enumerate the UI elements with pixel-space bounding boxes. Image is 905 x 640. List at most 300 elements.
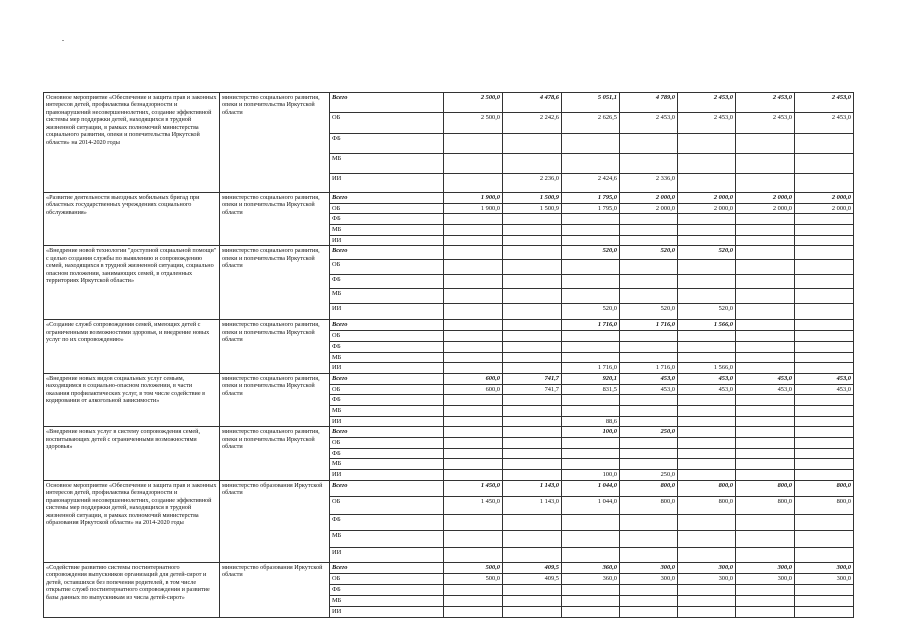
amount-cell [444,341,503,352]
funding-source: ИИ [330,547,444,562]
responsible-executor: министерство социального развития, опеки и попечительства Иркутской области [220,373,330,426]
amount-cell [503,320,562,331]
amount-cell [795,134,854,154]
amount-cell [678,514,736,530]
amount-cell [444,331,503,342]
amount-cell [503,459,562,470]
responsible-executor: министерство социального развития, опеки и попечительства Иркутской области [220,193,330,246]
funding-source: ИИ [330,174,444,193]
amount-cell [795,584,854,595]
amount-cell: 2 424,6 [562,174,620,193]
amount-cell [736,448,795,459]
amount-cell: 520,0 [562,304,620,320]
amount-cell [562,214,620,225]
amount-cell: 2 000,0 [795,193,854,204]
funding-source: ФБ [330,395,444,406]
amount-cell [503,405,562,416]
amount-cell [620,134,678,154]
amount-cell [562,514,620,530]
amount-cell [795,246,854,260]
amount-cell: 800,0 [736,496,795,514]
amount-cell: 300,0 [795,562,854,573]
amount-cell [444,416,503,427]
amount-cell [678,530,736,547]
amount-cell [562,448,620,459]
amount-cell: 920,1 [562,373,620,384]
amount-cell [678,275,736,289]
funding-source: Всего [330,373,444,384]
amount-cell: 1 044,0 [562,480,620,496]
amount-cell: 2 626,5 [562,113,620,134]
amount-cell [678,214,736,225]
amount-cell: 1 500,9 [503,193,562,204]
amount-cell [736,514,795,530]
amount-cell [503,416,562,427]
amount-cell: 2 453,0 [736,93,795,113]
funding-source: ФБ [330,514,444,530]
amount-cell [678,331,736,342]
funding-source: МБ [330,154,444,174]
amount-cell: 250,0 [620,470,678,481]
amount-cell [795,470,854,481]
amount-cell [678,174,736,193]
measure-name: «Содействие развитию системы постинтернатного сопровождения выпускников организаций для детей-сирот и детей, оставшихся без попечения родителей, в том числе открытие служб постинтернатного сопровождения и развитие базы данных по выпускникам из числа детей-сирот» [44,562,220,617]
measure-name: «Развитие деятельности выездных мобильных бригад при областных государственных учреждениях социального обслуживания» [44,193,220,246]
amount-cell [503,352,562,363]
amount-cell [620,214,678,225]
amount-cell [620,260,678,275]
amount-cell [562,530,620,547]
amount-cell: 741,7 [503,384,562,395]
amount-cell [795,341,854,352]
amount-cell: 360,0 [562,573,620,584]
amount-cell [503,304,562,320]
amount-cell: 4 789,0 [620,93,678,113]
amount-cell [795,448,854,459]
amount-cell: 2 336,0 [620,174,678,193]
amount-cell [503,514,562,530]
table-row [44,246,854,260]
amount-cell [736,134,795,154]
amount-cell: 600,0 [444,384,503,395]
amount-cell [795,427,854,438]
amount-cell [444,459,503,470]
funding-source: ОБ [330,384,444,395]
amount-cell [678,235,736,246]
measure-name: «Внедрение новых услуг в систему сопровождения семей, воспитывающих детей с ограниченными возможностями здоровья» [44,427,220,480]
funding-source: ИИ [330,235,444,246]
amount-cell: 2 500,0 [444,113,503,134]
table-row [44,427,854,438]
amount-cell [503,331,562,342]
funding-source: Всего [330,193,444,204]
amount-cell [562,275,620,289]
amount-cell [503,275,562,289]
amount-cell: 453,0 [678,384,736,395]
funding-source: ФБ [330,134,444,154]
amount-cell [736,606,795,617]
amount-cell [620,235,678,246]
amount-cell [444,405,503,416]
amount-cell [795,331,854,342]
amount-cell [444,427,503,438]
amount-cell [678,438,736,449]
funding-source: ОБ [330,260,444,275]
amount-cell [503,235,562,246]
amount-cell [736,470,795,481]
amount-cell [736,275,795,289]
amount-cell [444,470,503,481]
amount-cell: 800,0 [678,480,736,496]
responsible-executor: министерство образования Иркутской области [220,562,330,617]
amount-cell: 453,0 [620,373,678,384]
amount-cell [795,606,854,617]
funding-source: ФБ [330,341,444,352]
funding-source: ОБ [330,496,444,514]
amount-cell: 100,0 [562,427,620,438]
amount-cell: 800,0 [795,480,854,496]
amount-cell: 1 716,0 [562,363,620,374]
amount-cell [620,225,678,236]
amount-cell [503,363,562,374]
amount-cell: 1 900,0 [444,193,503,204]
funding-source: Всего [330,427,444,438]
amount-cell: 1 716,0 [620,320,678,331]
amount-cell [620,405,678,416]
amount-cell [620,448,678,459]
amount-cell [562,289,620,304]
amount-cell: 1 795,0 [562,193,620,204]
responsible-executor: министерство социального развития, опеки и попечительства Иркутской области [220,320,330,373]
amount-cell [562,235,620,246]
amount-cell: 2 000,0 [678,193,736,204]
amount-cell [444,530,503,547]
amount-cell [795,174,854,193]
amount-cell: 1 143,0 [503,480,562,496]
amount-cell: 520,0 [620,304,678,320]
amount-cell: 1 900,0 [444,203,503,214]
amount-cell [736,341,795,352]
amount-cell [503,470,562,481]
amount-cell [503,595,562,606]
table-row [44,320,854,331]
measure-name: «Внедрение новой технологии "доступной социальной помощи" с целью создания службы по выявлению и сопровождению семей, находящихся в трудной жизненной ситуации, социально опасном положении, занимающих семей, в отдаленных территориях Иркутской области» [44,246,220,320]
amount-cell: 1 716,0 [620,363,678,374]
amount-cell [444,547,503,562]
funding-source: МБ [330,352,444,363]
amount-cell [795,304,854,320]
amount-cell [444,134,503,154]
scan-speck [62,40,64,41]
measure-name: «Внедрение новых видов социальных услуг семьям, находящимся в социально-опасном положении, в части оказания профилактических услуг, в том числе содействие в кодировании от алкогольной зависимости» [44,373,220,426]
amount-cell: 500,0 [444,573,503,584]
amount-cell: 88,6 [562,416,620,427]
amount-cell: 2 453,0 [736,113,795,134]
amount-cell [678,395,736,406]
funding-source: Всего [330,246,444,260]
amount-cell [444,448,503,459]
amount-cell [736,405,795,416]
amount-cell: 1 044,0 [562,496,620,514]
amount-cell [795,352,854,363]
amount-cell [620,395,678,406]
amount-cell [795,530,854,547]
budget-body [44,93,854,618]
amount-cell [444,235,503,246]
amount-cell [562,154,620,174]
amount-cell [795,595,854,606]
funding-source: Всего [330,93,444,113]
amount-cell [678,289,736,304]
amount-cell [736,225,795,236]
amount-cell [444,606,503,617]
amount-cell [503,260,562,275]
amount-cell [736,154,795,174]
amount-cell: 2 500,0 [444,93,503,113]
amount-cell: 409,5 [503,562,562,573]
amount-cell [795,225,854,236]
amount-cell [503,427,562,438]
amount-cell [444,154,503,174]
amount-cell [620,547,678,562]
amount-cell: 100,0 [562,470,620,481]
amount-cell [503,448,562,459]
amount-cell: 300,0 [795,573,854,584]
amount-cell: 453,0 [736,384,795,395]
amount-cell: 453,0 [795,373,854,384]
amount-cell [795,363,854,374]
funding-source: МБ [330,459,444,470]
amount-cell: 1 450,0 [444,480,503,496]
amount-cell [620,341,678,352]
funding-source: ОБ [330,203,444,214]
amount-cell: 2 000,0 [620,203,678,214]
amount-cell [620,352,678,363]
amount-cell [795,289,854,304]
funding-source: ОБ [330,438,444,449]
funding-source: ИИ [330,416,444,427]
amount-cell [562,595,620,606]
amount-cell [678,606,736,617]
amount-cell [444,304,503,320]
funding-source: ФБ [330,448,444,459]
amount-cell: 300,0 [678,562,736,573]
amount-cell [736,438,795,449]
amount-cell [736,395,795,406]
amount-cell: 4 478,6 [503,93,562,113]
table-row [44,193,854,204]
amount-cell: 453,0 [736,373,795,384]
amount-cell: 1 500,9 [503,203,562,214]
responsible-executor: министерство образования Иркутской области [220,480,330,562]
amount-cell [444,514,503,530]
amount-cell [444,320,503,331]
amount-cell [503,289,562,304]
amount-cell [562,606,620,617]
amount-cell: 453,0 [678,373,736,384]
amount-cell [444,275,503,289]
amount-cell [678,547,736,562]
amount-cell [620,275,678,289]
amount-cell: 800,0 [736,480,795,496]
amount-cell [503,341,562,352]
funding-source: ИИ [330,304,444,320]
funding-source: ФБ [330,584,444,595]
amount-cell [503,395,562,406]
funding-source: ИИ [330,470,444,481]
amount-cell [678,416,736,427]
funding-source: МБ [330,595,444,606]
amount-cell: 300,0 [736,573,795,584]
amount-cell [503,134,562,154]
amount-cell [444,363,503,374]
table-row [44,562,854,573]
amount-cell [678,260,736,275]
amount-cell [444,246,503,260]
amount-cell [678,134,736,154]
amount-cell [795,214,854,225]
amount-cell: 2 453,0 [678,113,736,134]
measure-name: Основное мероприятие «Обеспечение и защита прав и законных интересов детей, профилактика безнадзорности и правонарушений несовершеннолетних, создание эффективной системы мер поддержки детей, находящихся в трудной жизненной ситуации, в рамках полномочий министерства образования Иркутской области» на 2014-2020 годы [44,480,220,562]
amount-cell: 2 453,0 [678,93,736,113]
amount-cell [620,416,678,427]
amount-cell: 1 716,0 [562,320,620,331]
amount-cell [620,584,678,595]
amount-cell [562,395,620,406]
amount-cell: 2 236,0 [503,174,562,193]
amount-cell [503,606,562,617]
amount-cell [736,595,795,606]
amount-cell: 800,0 [678,496,736,514]
amount-cell [678,448,736,459]
amount-cell: 600,0 [444,373,503,384]
amount-cell: 520,0 [678,246,736,260]
amount-cell [795,260,854,275]
amount-cell [736,304,795,320]
amount-cell [678,225,736,236]
amount-cell [444,214,503,225]
table-row [44,480,854,496]
amount-cell [562,547,620,562]
amount-cell: 453,0 [620,384,678,395]
responsible-executor: министерство социального развития, опеки и попечительства Иркутской области [220,246,330,320]
amount-cell [678,427,736,438]
amount-cell [678,341,736,352]
amount-cell: 800,0 [620,480,678,496]
amount-cell [736,530,795,547]
amount-cell [795,320,854,331]
amount-cell: 520,0 [620,246,678,260]
amount-cell [503,584,562,595]
funding-source: МБ [330,405,444,416]
amount-cell [736,547,795,562]
funding-source: ОБ [330,331,444,342]
amount-cell: 800,0 [620,496,678,514]
amount-cell [503,547,562,562]
amount-cell [736,174,795,193]
amount-cell: 2 000,0 [795,203,854,214]
amount-cell [736,246,795,260]
amount-cell [678,405,736,416]
funding-source: Всего [330,562,444,573]
amount-cell: 250,0 [620,427,678,438]
amount-cell [562,134,620,154]
funding-source: Всего [330,480,444,496]
amount-cell: 2 000,0 [620,193,678,204]
amount-cell [795,547,854,562]
amount-cell: 520,0 [678,304,736,320]
amount-cell [736,289,795,304]
amount-cell: 2 000,0 [736,193,795,204]
amount-cell [736,320,795,331]
amount-cell: 1 566,0 [678,363,736,374]
amount-cell: 300,0 [678,573,736,584]
amount-cell [795,416,854,427]
amount-cell: 1 143,0 [503,496,562,514]
amount-cell [562,459,620,470]
amount-cell [795,514,854,530]
amount-cell: 453,0 [795,384,854,395]
amount-cell [736,584,795,595]
amount-cell: 500,0 [444,562,503,573]
amount-cell [795,438,854,449]
funding-source: ОБ [330,113,444,134]
table-row [44,93,854,113]
amount-cell [503,438,562,449]
amount-cell [795,275,854,289]
amount-cell [736,352,795,363]
amount-cell [444,584,503,595]
table-row [44,373,854,384]
amount-cell: 520,0 [562,246,620,260]
funding-source: ФБ [330,275,444,289]
measure-name: «Создание служб сопровождения семей, имеющих детей с ограниченными возможностями здоровья, и внедрение новых услуг по их сопровождению» [44,320,220,373]
budget-table [43,92,854,618]
amount-cell [503,246,562,260]
funding-source: МБ [330,225,444,236]
amount-cell [795,235,854,246]
amount-cell: 741,7 [503,373,562,384]
amount-cell [562,341,620,352]
amount-cell [503,225,562,236]
amount-cell [620,514,678,530]
amount-cell: 2 453,0 [795,113,854,134]
amount-cell [736,427,795,438]
amount-cell: 360,0 [562,562,620,573]
amount-cell [444,260,503,275]
responsible-executor: министерство социального развития, опеки и попечительства Иркутской области [220,427,330,480]
amount-cell [620,154,678,174]
amount-cell [562,405,620,416]
amount-cell [736,363,795,374]
amount-cell [444,352,503,363]
amount-cell: 1 566,0 [678,320,736,331]
amount-cell [795,459,854,470]
amount-cell [678,154,736,174]
amount-cell: 800,0 [795,496,854,514]
amount-cell [736,260,795,275]
amount-cell [503,214,562,225]
amount-cell: 1 450,0 [444,496,503,514]
amount-cell [444,395,503,406]
amount-cell: 2 000,0 [678,203,736,214]
amount-cell [678,470,736,481]
amount-cell [444,225,503,236]
funding-source: ОБ [330,573,444,584]
amount-cell [562,331,620,342]
funding-source: ФБ [330,214,444,225]
amount-cell: 409,5 [503,573,562,584]
